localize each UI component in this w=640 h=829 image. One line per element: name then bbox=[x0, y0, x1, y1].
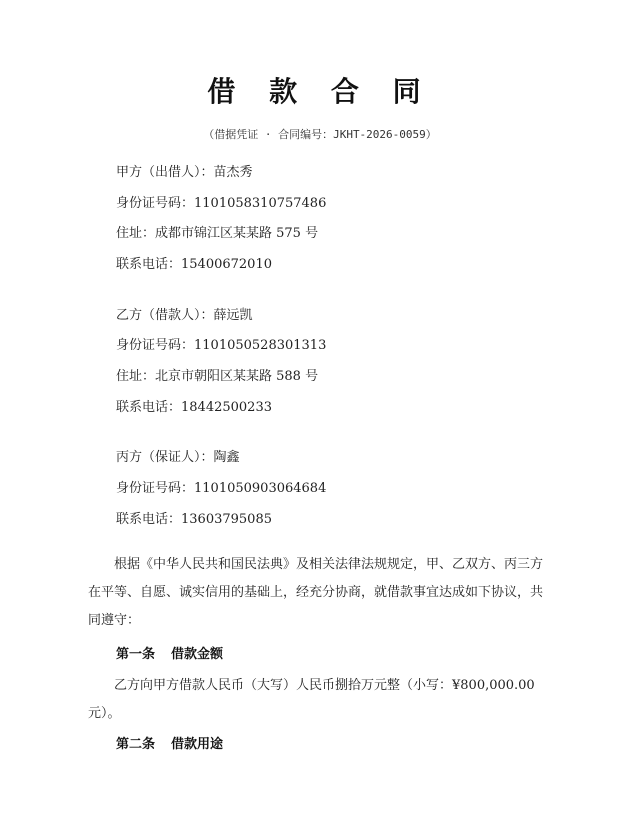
party-c-phone: 联系电话：13603795085 bbox=[116, 512, 272, 527]
party-b-id: 身份证号码：1101050528301313 bbox=[116, 338, 327, 353]
preamble-paragraph bbox=[88, 551, 548, 635]
party-a-phone: 联系电话：15400672010 bbox=[116, 257, 272, 272]
article-1-number: 第一条 bbox=[116, 647, 156, 662]
document-subtitle: （借据凭证 · 合同编号：JKHT-2026-0059） bbox=[203, 128, 437, 141]
party-a-id: 身份证号码：1101058310757486 bbox=[116, 196, 327, 211]
party-a-address: 住址：成都市锦江区某某路 575 号 bbox=[116, 226, 319, 241]
article-2-number: 第二条 bbox=[116, 737, 156, 752]
party-a-name: 甲方（出借人）：苗杰秀 bbox=[116, 165, 253, 180]
document-title: 借 款 合 同 bbox=[207, 75, 433, 108]
article-1-title: 借款金额 bbox=[171, 647, 224, 662]
preamble-text: 根据《中华人民共和国民法典》及相关法律法规规定，甲、乙双方、丙三方在平等、自愿、诚实信用的基础上，经充分协商，就借款事宜达成如下协议，共同遵守： bbox=[88, 557, 544, 628]
party-b-address: 住址：北京市朝阳区某某路 588 号 bbox=[116, 369, 319, 384]
article-2-title: 借款用途 bbox=[171, 737, 224, 752]
party-b-phone: 联系电话：18442500233 bbox=[116, 400, 272, 415]
article-2-heading bbox=[116, 733, 223, 752]
article-1-body: 乙方向甲方借款人民币（大写）人民币捌拾万元整（小写：¥800,000.00元）。 bbox=[88, 678, 535, 721]
party-c-name: 丙方（保证人）：陶鑫 bbox=[116, 450, 240, 465]
party-c-id: 身份证号码：1101050903064684 bbox=[116, 481, 327, 496]
party-b-name: 乙方（借款人）：薛远凯 bbox=[116, 308, 253, 323]
article-1-heading bbox=[116, 643, 223, 662]
article-1-paragraph bbox=[88, 672, 548, 728]
